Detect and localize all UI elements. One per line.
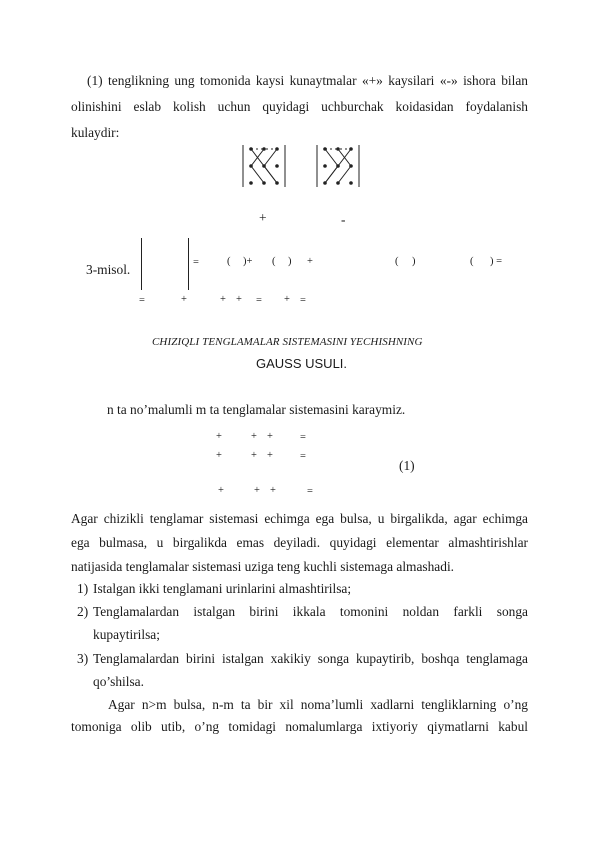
example-row2-a: = <box>139 295 145 306</box>
example-row1-a: ( <box>227 256 231 267</box>
determinant-bar-right <box>188 238 189 290</box>
system-row3-op3: + <box>270 485 276 496</box>
list-item-2-text-line-1: Tenglamalardan istalgan birini ikkala tomonini noldan farkli songa <box>93 604 528 619</box>
system-row2-eq: = <box>300 451 306 462</box>
section-title-line-2: GAUSS USULI. <box>256 356 348 371</box>
system-row3-op1: + <box>218 485 224 496</box>
example-row2-g: = <box>300 295 306 306</box>
example-row1-b: )+ <box>243 256 253 267</box>
determinant-bar-left <box>141 238 142 290</box>
closing-line-1: Agar n>m bulsa, n-m ta bir xil noma’lumli xadlarni tengliklarning o’ng <box>108 697 528 712</box>
system-row3-op2: + <box>254 485 260 496</box>
system-equation-number: (1) <box>399 458 415 473</box>
list-item-2-text-line-2: kupaytirilsa; <box>93 627 160 642</box>
example-row1-g: ) <box>412 256 416 267</box>
system-row2-op1: + <box>216 450 222 461</box>
system-row3-eq: = <box>307 486 313 497</box>
list-item-2-number: 2) <box>77 604 89 619</box>
example-row2-e: = <box>256 295 262 306</box>
intro-line-2: olinishini eslab kolish uchun quyidagi uchburchak koidasidan foydalanish <box>71 99 528 114</box>
body-line-3: natijasida tenglamalar sistemasi uziga teng kuchli sistemaga almashadi. <box>71 559 455 574</box>
system-row1-eq: = <box>300 432 306 443</box>
closing-line-2: tomoniga olib utib, o’ng tomidagi nomalumlarga ixtiyoriy qiymatlarni kabul <box>71 719 528 734</box>
system-intro: n ta no’malumli m ta tenglamalar sistemasini karaymiz. <box>107 402 406 417</box>
example-row2-c: + <box>220 294 226 305</box>
list-item-1-number: 1) <box>77 581 89 596</box>
body-line-2: ega bulmasa, u birgalikda emas deyiladi. quyidagi elementar almashtirishlar <box>71 535 528 550</box>
list-item-3-text-line-2: qo’shilsa. <box>93 674 144 689</box>
triangle-rule-diagram-minus <box>313 143 363 189</box>
system-row1-op2: + <box>251 431 257 442</box>
system-row1-op3: + <box>267 431 273 442</box>
example-row2-f: + <box>284 294 290 305</box>
section-title-line-1: CHIZIQLI TENGLAMALAR SISTEMASINI YECHISHNING <box>152 336 423 348</box>
system-row1-op1: + <box>216 431 222 442</box>
example-label: 3-misol. <box>86 262 131 277</box>
example-row1-i: ) = <box>490 256 503 267</box>
triangle-rule-diagram-plus <box>239 143 289 189</box>
diagram-plus-label: + <box>259 210 267 225</box>
example-row1-d: ) <box>288 256 292 267</box>
example-row2-b: + <box>181 294 187 305</box>
example-row1-c: ( <box>272 256 276 267</box>
intro-line-1: (1) tenglikning ung tomonida kaysi kunaytmalar «+» kaysilari «-» ishora bilan <box>87 73 528 88</box>
list-item-1-text: Istalgan ikki tenglamani urinlarini almashtirilsa; <box>93 581 352 596</box>
system-row2-op2: + <box>251 450 257 461</box>
example-row2-d: + <box>236 294 242 305</box>
intro-line-3: kulaydir: <box>71 125 120 140</box>
example-row1-eq: = <box>193 257 199 268</box>
example-row1-f: ( <box>395 256 399 267</box>
list-item-3-text-line-1: Tenglamalardan birini istalgan xakikiy songa kupaytirib, boshqa tenglamaga <box>93 651 528 666</box>
example-row1-h: ( <box>470 256 474 267</box>
list-item-3-number: 3) <box>77 651 89 666</box>
body-line-1: Agar chizikli tenglamar sistemasi echimga ega bulsa, u birgalikda, agar echimga <box>71 511 528 526</box>
diagram-minus-label: - <box>341 212 346 227</box>
system-row2-op3: + <box>267 450 273 461</box>
example-row1-e: + <box>307 256 313 267</box>
